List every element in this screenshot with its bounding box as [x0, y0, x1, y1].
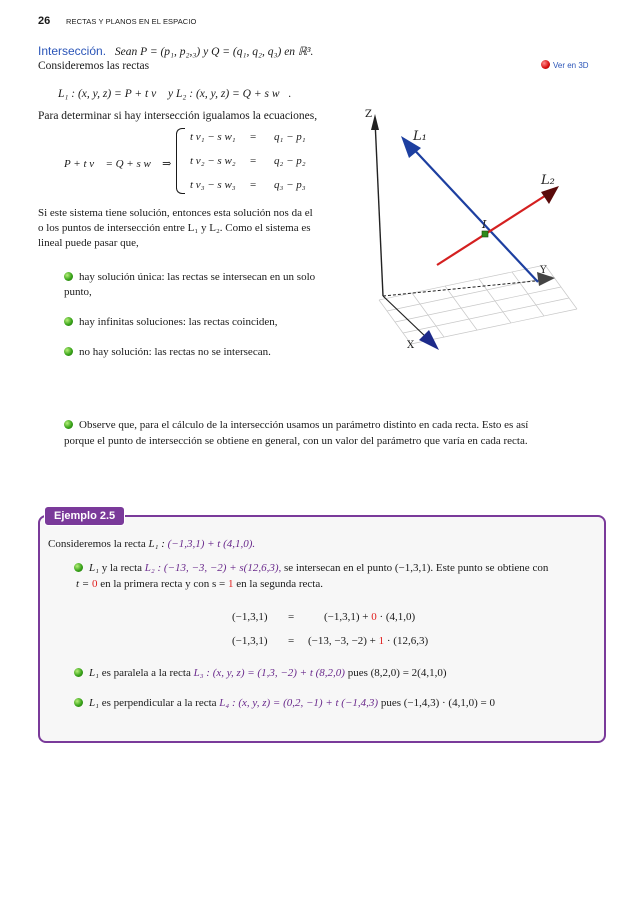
system-equals: =: [250, 179, 257, 191]
eq-rhs-param: 0: [371, 611, 377, 623]
green-bullet-icon: [74, 668, 83, 677]
eq-sign: =: [288, 611, 295, 623]
case-text: no hay solución: las rectas no se intersecan.: [79, 346, 271, 358]
case-none: [64, 346, 271, 358]
consider-lines-text: Consideremos las rectas: [38, 60, 150, 72]
eq-rhs-a: (−13, −3, −2) +: [308, 635, 379, 647]
system-brace: [176, 128, 185, 194]
system-lhs: t v₂ − s w₂: [190, 155, 236, 167]
l1-name: L₁: [89, 562, 99, 574]
l1-name: L₁ :: [148, 538, 165, 550]
eq-rhs: [308, 635, 428, 647]
view-3d-label: Ver en 3D: [553, 61, 589, 70]
example-item-parallel: [74, 667, 447, 679]
l2-label: L₂: [541, 173, 555, 188]
example-intro: [48, 538, 255, 550]
eq-rhs-c: · (4,1,0): [376, 611, 416, 623]
red-ball-icon: [541, 60, 550, 69]
observe-line: Observe que, para el cálculo de la intersección usamos un parámetro distinto en cada recta. Esto es así: [79, 419, 529, 431]
case-text: hay infinitas soluciones: las rectas coinciden,: [79, 316, 278, 328]
conclusion-line: Si este sistema tiene solución, entonces esta solución nos da el: [38, 207, 313, 219]
l2-equation: L₂ : (−13, −3, −2) + s(12,6,3),: [144, 562, 282, 574]
example-item-perpendicular: [74, 697, 495, 709]
case-infinite: [64, 316, 278, 328]
page-number: 26: [38, 15, 51, 27]
section-heading: Intersección.: [38, 44, 107, 58]
eq-rhs-a: (−1,3,1) +: [324, 611, 372, 623]
eq-rhs-c: · (12,6,3): [384, 635, 429, 647]
z-axis-arrow-icon: [371, 114, 379, 130]
verification-row: [232, 611, 532, 635]
item-text: es perpendicular a la recta: [101, 697, 217, 709]
system-row: [190, 155, 340, 179]
intersection-label: I: [482, 218, 487, 231]
system-equals: =: [250, 155, 257, 167]
intro-heading-row: [38, 44, 313, 58]
l1-name: L₁: [89, 667, 99, 679]
l1-name: L₁: [89, 697, 99, 709]
verification-equations: [232, 611, 532, 659]
case-text: hay solución única: las rectas se intersecan en un solo: [79, 271, 316, 283]
equation-left: P + t v⃗ = Q + s w⃗ ⇒: [64, 158, 172, 170]
system-lhs: t v₁ − s w₁: [190, 131, 236, 143]
param-t-label: t =: [76, 578, 92, 590]
param-t-value: 0: [91, 578, 98, 590]
green-bullet-icon: [64, 347, 73, 356]
intersection-point-icon: [482, 231, 488, 237]
l3-equation: L₃ : (x, y, z) = (1,3, −2) + t (8,2,0): [193, 667, 345, 679]
green-bullet-icon: [64, 317, 73, 326]
eq-rhs-param: 1: [378, 635, 385, 647]
item-text: en la segunda recta.: [233, 578, 323, 590]
item-text: pues (−1,4,3) · (4,1,0) = 0: [380, 697, 495, 709]
view-3d-link[interactable]: [541, 60, 589, 70]
lines-definition: L₁ : (x, y, z) = P + t v⃗ y L₂ : (x, y, z) = Q + s w⃗.: [58, 88, 292, 100]
line-l2: [437, 192, 551, 265]
example-item-intersect: [74, 560, 604, 592]
observe-paragraph: [64, 417, 604, 449]
observe-line: porque el punto de intersección se obtiene en general, con un valor del parámetro que varía en cada recta.: [64, 435, 528, 447]
system-row: [190, 179, 340, 203]
axis-x-label: X: [407, 340, 415, 351]
green-bullet-icon: [74, 563, 83, 572]
axis-y-label: Y: [540, 265, 547, 276]
example-tab: Ejemplo 2.5: [44, 506, 125, 526]
system-rhs: q₁ − p₁: [274, 131, 306, 143]
case-text-cont: punto,: [64, 286, 92, 298]
eq-sign: =: [288, 635, 295, 647]
item-text: es paralela a la recta: [101, 667, 191, 679]
system-row: [190, 131, 340, 155]
conclusion-line: o los puntos de intersección entre L₁ y L₂. Como el sistema es: [38, 222, 311, 234]
equation-system: [190, 131, 340, 203]
param-s-value: 1: [228, 578, 234, 590]
l4-equation: L₄ : (x, y, z) = (0,2, −1) + t (−1,4,3): [219, 697, 379, 709]
system-equals: =: [250, 131, 257, 143]
system-lhs: t v₃ − s w₃: [190, 179, 236, 191]
green-bullet-icon: [64, 420, 73, 429]
item-text: se intersecan en el punto (−1,3,1). Este punto se obtiene con: [284, 562, 549, 574]
z-axis: [375, 120, 383, 296]
verification-row: [232, 635, 532, 659]
case-unique: [64, 270, 354, 300]
conclusion-line: lineal puede pasar que,: [38, 237, 139, 249]
conclusion-paragraph: [38, 206, 348, 251]
eq-rhs: [324, 611, 415, 623]
l2-arrow-icon: [541, 186, 559, 204]
eq-lhs: (−1,3,1): [232, 611, 268, 623]
l1-label: L₁: [413, 129, 427, 144]
to-determine-text: Para determinar si hay intersección igualamos la ecuaciones,: [38, 110, 318, 122]
l1-equation: (−1,3,1) + t (4,1,0).: [167, 538, 256, 550]
item-text: en la primera recta y con s =: [97, 578, 228, 590]
example-intro-text: Consideremos la recta: [48, 538, 146, 550]
axis-z-label: Z: [365, 109, 372, 120]
item-text: y la recta: [101, 562, 143, 574]
eq-lhs: (−1,3,1): [232, 635, 268, 647]
green-bullet-icon: [64, 272, 73, 281]
item-text: pues (8,2,0) = 2(4,1,0): [347, 667, 447, 679]
definition-text: Sean P = (p₁, p₂,₃) y Q = (q₁, q₂, q₃) en ℝ³.: [114, 46, 314, 58]
intersection-3d-figure[interactable]: [355, 100, 605, 360]
system-rhs: q₂ − p₂: [274, 155, 306, 167]
system-rhs: q₃ − p₃: [274, 179, 306, 191]
chapter-title: RECTAS Y PLANOS EN EL ESPACIO: [66, 17, 197, 26]
green-bullet-icon: [74, 698, 83, 707]
